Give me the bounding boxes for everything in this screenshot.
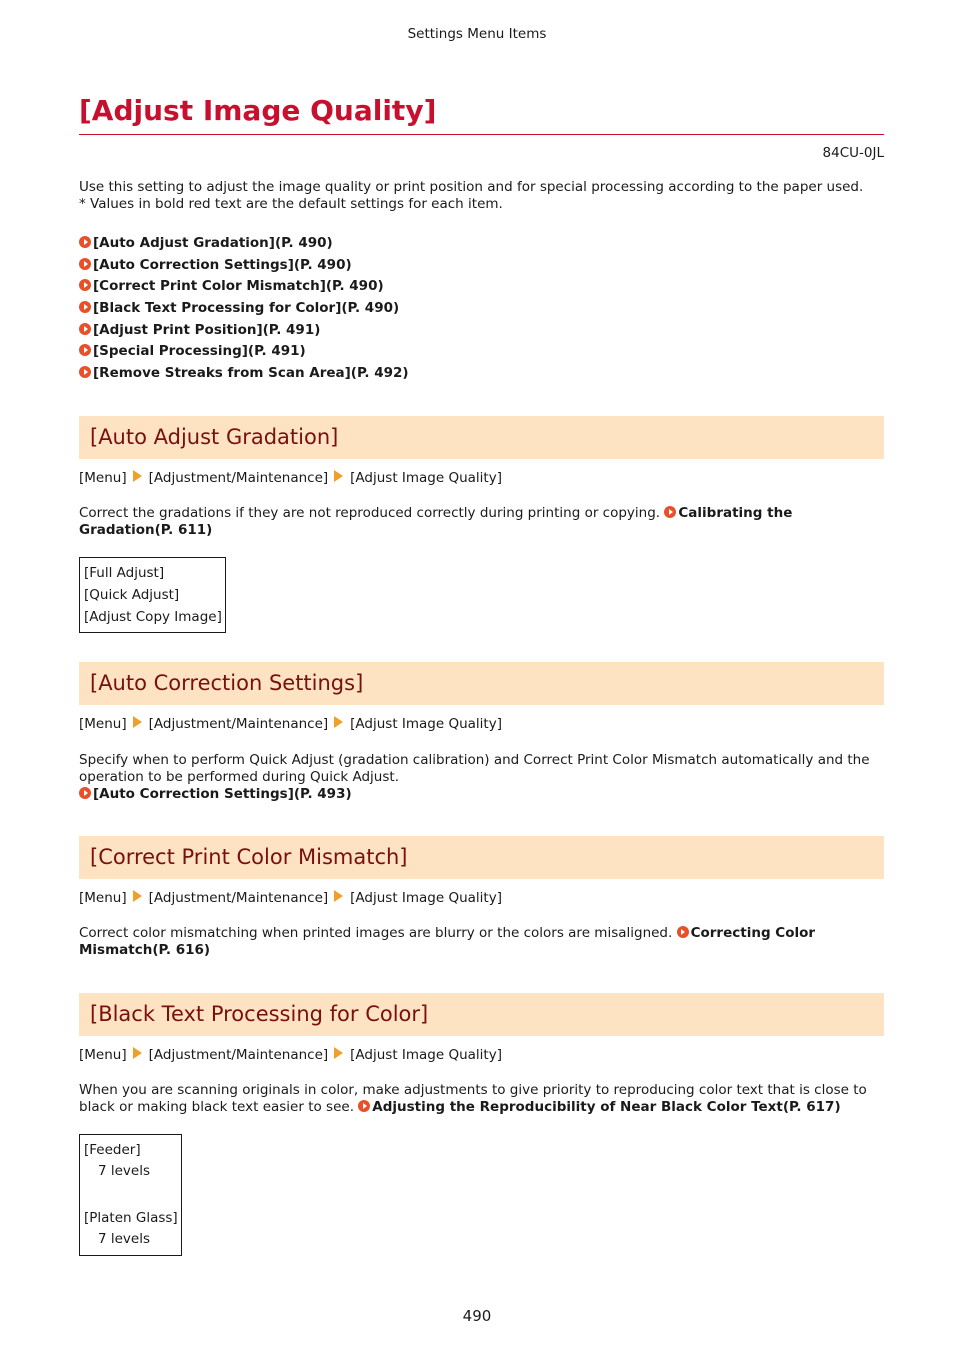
option-item: [Full Adjust] [84, 565, 165, 581]
intro-line-2: * Values in bold red text are the default settings for each item. [79, 196, 503, 212]
link-label: Correcting Color [690, 925, 816, 941]
triangle-right-icon [133, 890, 142, 902]
option-name: [Platen Glass] [84, 1210, 178, 1226]
intro-text [79, 179, 884, 213]
description-text: Correct color mismatching when printed images are blurry or the colors are misaligned. [79, 925, 673, 941]
triangle-right-icon [334, 470, 343, 482]
section-header-auto-correction-settings [79, 662, 884, 705]
arrow-circle-icon [79, 787, 91, 799]
section-link-list [79, 233, 409, 385]
option-spacer [84, 1181, 178, 1207]
link-label: [Auto Correction Settings](P. 490) [93, 256, 352, 273]
triangle-right-icon [133, 1047, 142, 1059]
link-auto-correction-settings[interactable] [79, 255, 409, 277]
breadcrumb-image-quality: [Adjust Image Quality] [350, 716, 502, 732]
breadcrumb-image-quality: [Adjust Image Quality] [350, 470, 502, 486]
option-name: [Feeder] [84, 1142, 141, 1158]
link-auto-adjust-gradation[interactable] [79, 233, 409, 255]
section-heading: [Auto Adjust Gradation] [90, 425, 339, 449]
triangle-right-icon [334, 716, 343, 728]
description-line: operation to be performed during Quick Adjust. [79, 769, 399, 785]
breadcrumb [79, 890, 502, 907]
breadcrumb-adjustment: [Adjustment/Maintenance] [148, 1047, 329, 1063]
section-heading: [Correct Print Color Mismatch] [90, 845, 408, 869]
document-code: 84CU-0JL [822, 145, 884, 161]
link-auto-correction-settings-page[interactable] [79, 786, 352, 802]
link-adjust-print-position[interactable] [79, 320, 409, 342]
arrow-circle-icon [79, 258, 91, 270]
link-black-text-processing[interactable] [79, 298, 409, 320]
option-item: [Adjust Copy Image] [84, 609, 222, 625]
triangle-right-icon [133, 716, 142, 728]
description-line: When you are scanning originals in color, make adjustments to give priority to reproducing color text that is close to [79, 1082, 867, 1098]
arrow-circle-icon [358, 1100, 370, 1112]
section-description [79, 925, 884, 959]
page-title: [Adjust Image Quality] [79, 94, 437, 127]
section-description [79, 752, 884, 803]
breadcrumb [79, 1047, 502, 1064]
title-divider [79, 134, 884, 135]
link-remove-streaks[interactable] [79, 363, 409, 385]
section-heading: [Black Text Processing for Color] [90, 1002, 429, 1026]
page-number: 490 [462, 1307, 492, 1325]
link-correct-print-color-mismatch[interactable] [79, 276, 409, 298]
breadcrumb-image-quality: [Adjust Image Quality] [350, 890, 502, 906]
link-label: Mismatch(P. 616) [79, 942, 211, 958]
arrow-circle-icon [79, 323, 91, 335]
section-heading: [Auto Correction Settings] [90, 671, 364, 695]
breadcrumb-adjustment: [Adjustment/Maintenance] [148, 890, 329, 906]
option-value: 7 levels [98, 1163, 151, 1179]
breadcrumb [79, 470, 502, 487]
section-description [79, 505, 884, 539]
options-box [79, 557, 226, 633]
arrow-circle-icon [664, 506, 676, 518]
option-item: [Quick Adjust] [84, 587, 180, 603]
arrow-circle-icon [79, 301, 91, 313]
description-line: Specify when to perform Quick Adjust (gradation calibration) and Correct Print Color Mismatch automatically and the [79, 752, 870, 768]
arrow-circle-icon [79, 236, 91, 248]
breadcrumb-menu: [Menu] [79, 1047, 127, 1063]
link-label: [Remove Streaks from Scan Area](P. 492) [93, 365, 409, 382]
link-label: [Correct Print Color Mismatch](P. 490) [93, 278, 384, 295]
link-label: [Special Processing](P. 491) [93, 343, 306, 360]
arrow-circle-icon [677, 926, 689, 938]
breadcrumb-menu: [Menu] [79, 890, 127, 906]
section-header-black-text-processing [79, 993, 884, 1036]
link-label: Calibrating the [678, 505, 793, 521]
intro-line-1: Use this setting to adjust the image quality or print position and for special processing according to the paper used. [79, 179, 864, 195]
breadcrumb-menu: [Menu] [79, 716, 127, 732]
link-label: [Auto Adjust Gradation](P. 490) [93, 235, 333, 251]
triangle-right-icon [334, 1047, 343, 1059]
description-line: black or making black text easier to see. [79, 1099, 354, 1115]
arrow-circle-icon [79, 366, 91, 378]
arrow-circle-icon [79, 344, 91, 356]
breadcrumb-image-quality: [Adjust Image Quality] [350, 1047, 502, 1063]
options-box [79, 1134, 182, 1256]
section-header-correct-print-color-mismatch [79, 836, 884, 879]
link-special-processing[interactable] [79, 341, 409, 363]
section-description [79, 1082, 884, 1116]
breadcrumb-adjustment: [Adjustment/Maintenance] [148, 470, 329, 486]
link-label: Adjusting the Reproducibility of Near Black Color Text(P. 617) [372, 1099, 841, 1115]
link-label: [Black Text Processing for Color](P. 490) [93, 300, 400, 317]
link-label: [Auto Correction Settings](P. 493) [93, 786, 352, 802]
arrow-circle-icon [79, 279, 91, 291]
link-near-black-color-text[interactable] [358, 1099, 840, 1115]
link-label: [Adjust Print Position](P. 491) [93, 321, 321, 338]
breadcrumb-menu: [Menu] [79, 470, 127, 486]
running-header: Settings Menu Items [407, 26, 547, 42]
breadcrumb-adjustment: [Adjustment/Maintenance] [148, 716, 329, 732]
description-text: Correct the gradations if they are not reproduced correctly during printing or copying. [79, 505, 661, 521]
link-label: Gradation(P. 611) [79, 522, 213, 538]
option-value: 7 levels [98, 1231, 151, 1247]
section-header-auto-adjust-gradation [79, 416, 884, 459]
triangle-right-icon [133, 470, 142, 482]
triangle-right-icon [334, 890, 343, 902]
breadcrumb [79, 716, 502, 733]
